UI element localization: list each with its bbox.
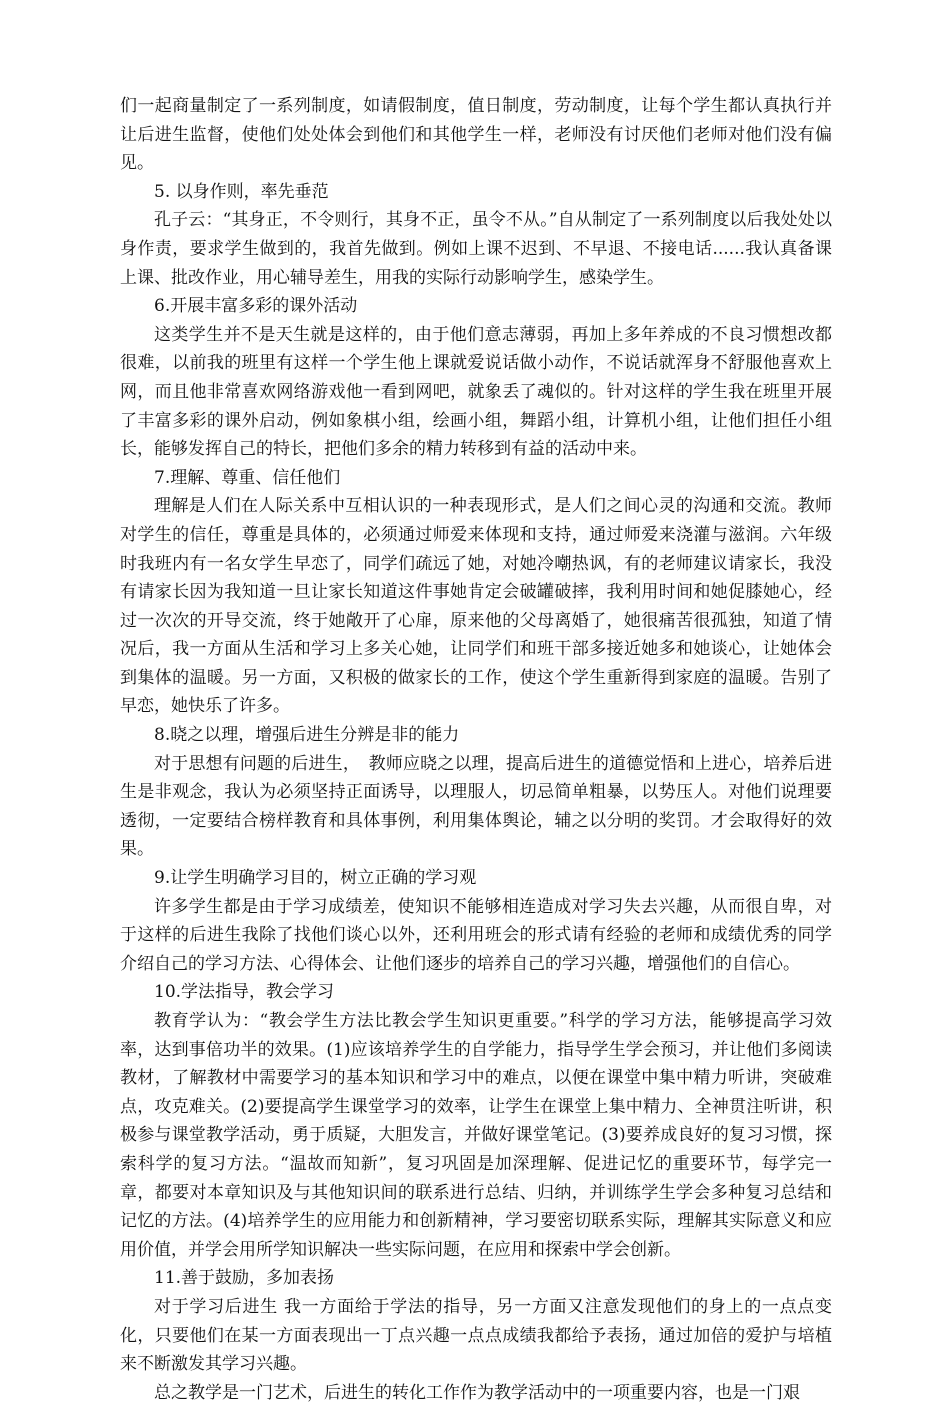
paragraph-7: 理解是人们在人际关系中互相认识的一种表现形式，是人们之间心灵的沟通和交流。教师对学生的信任，尊重是具体的，必须通过师爱来体现和支持，通过师爱来浇灌与滋润。六年级时我班内有一名女学生早恋了，同学们疏远了她，对她冷嘲热讽，有的老师建议请家长，我没有请家长因为我知道一旦让家长知道这件事她肯定会破罐破摔，我利用时间和她促膝她心，经过一次次的开导交流，终于她敞开了心扉，原来他的父母离婚了，她很痛苦很孤独，知道了情况后，我一方面从生活和学习上多关心她，让同学们和班干部多接近她多和她谈心，让她体会到集体的温暖。另一方面，又积极的做家长的工作，使这个学生重新得到家庭的温暖。告别了早恋，她快乐了许多。	[120, 496, 832, 717]
paragraph-10: 教育学认为：“教会学生方法比教会学生知识更重要。”科学的学习方法，能够提高学习效率，达到事倍功半的效果。(1)应该培养学生的自学能力，指导学生学会预习，并让他们多阅读教材，了解教材中需要学习的基本知识和学习中的难点，以便在课堂中集中精力听讲，突破难点，攻克难关。(2)要提高学生课堂学习的效率，让学生在课堂上集中精力、全神贯注听讲，积极参与课堂教学活动，勇于质疑，大胆发言，并做好课堂笔记。(3)要养成良好的复习习惯，探索科学的复习方法。“温故而知新”，复习巩固是加深理解、促进记忆的重要环节，每学完一章，都要对本章知识及与其他知识间的联系进行总结、归纳，并训练学生学会多种复习总结和记忆的方法。(4)培养学生的应用能力和创新精神，学习要密切联系实际，理解其实际意义和应用价值，并学会用所学知识解决一些实际问题，在应用和探索中学会创新。	[120, 1011, 832, 1260]
paragraph-11: 对于学习后进生 我一方面给于学法的指导，另一方面又注意发现他们的身上的一点点变化，只要他们在某一方面表现出一丁点兴趣一点点成绩我都给予表扬，通过加倍的爱护与培植来不断激发其学习兴趣。	[120, 1296, 832, 1375]
section-heading-6: 6.开展丰富多彩的课外活动	[154, 296, 358, 317]
section-heading-5: 5. 以身作则，率先垂范	[154, 181, 329, 202]
paragraph-6: 这类学生并不是天生就是这样的，由于他们意志薄弱，再加上多年养成的不良习惯想改都很难，以前我的班里有这样一个学生他上课就爱说话做小动作，不说话就浑身不舒服他喜欢上网，而且他非常喜欢网络游戏他一看到网吧，就象丢了魂似的。针对这样的学生我在班里开展了丰富多彩的课外启动，例如象棋小组，绘画小组，舞蹈小组，计算机小组，让他们担任小组长，能够发挥自己的特长，把他们多余的精力转移到有益的活动中来。	[120, 324, 832, 460]
section-heading-10: 10.学法指导，教会学习	[154, 982, 335, 1003]
paragraph-5: 孔子云：“其身正，不令则行，其身不正，虽令不从。”自从制定了一系列制度以后我处处以身作责，要求学生做到的，我首先做到。例如上课不迟到、不早退、不接电话......我认真备课上课、批改作业，用心辅导差生，用我的实际行动影响学生，感染学生。	[120, 210, 832, 288]
section-heading-11: 11.善于鼓励，多加表扬	[154, 1268, 335, 1289]
section-heading-7: 7.理解、尊重、信任他们	[154, 467, 341, 488]
section-heading-8: 8.晓之以理，增强后进生分辨是非的能力	[154, 725, 460, 746]
paragraph-conclusion: 总之教学是一门艺术，后进生的转化工作作为教学活动中的一项重要内容，也是一门艰	[154, 1382, 800, 1403]
section-heading-9: 9.让学生明确学习目的，树立正确的学习观	[154, 868, 477, 889]
document-page	[120, 92, 832, 1407]
paragraph-continuation: 们一起商量制定了一系列制度，如请假制度，值日制度，劳动制度，让每个学生都认真执行并让后进生监督，使他们处处体会到他们和其他学生一样，老师没有讨厌他们老师对他们没有偏见。	[120, 96, 832, 174]
paragraph-8: 对于思想有问题的后进生， 教师应晓之以理，提高后进生的道德觉悟和上进心，培养后进生是非观念，我认为必须坚持正面诱导，以理服人，切忌简单粗暴，以势压人。对他们说理要透彻，一定要结合榜样教育和具体事例，利用集体舆论，辅之以分明的奖罚。才会取得好的效果。	[120, 753, 832, 860]
paragraph-9: 许多学生都是由于学习成绩差，使知识不能够相连造成对学习失去兴趣，从而很自卑，对于这样的后进生我除了找他们谈心以外，还利用班会的形式请有经验的老师和成绩优秀的同学介绍自己的学习方法、心得体会、让他们逐步的培养自己的学习兴趣，增强他们的自信心。	[120, 896, 832, 974]
